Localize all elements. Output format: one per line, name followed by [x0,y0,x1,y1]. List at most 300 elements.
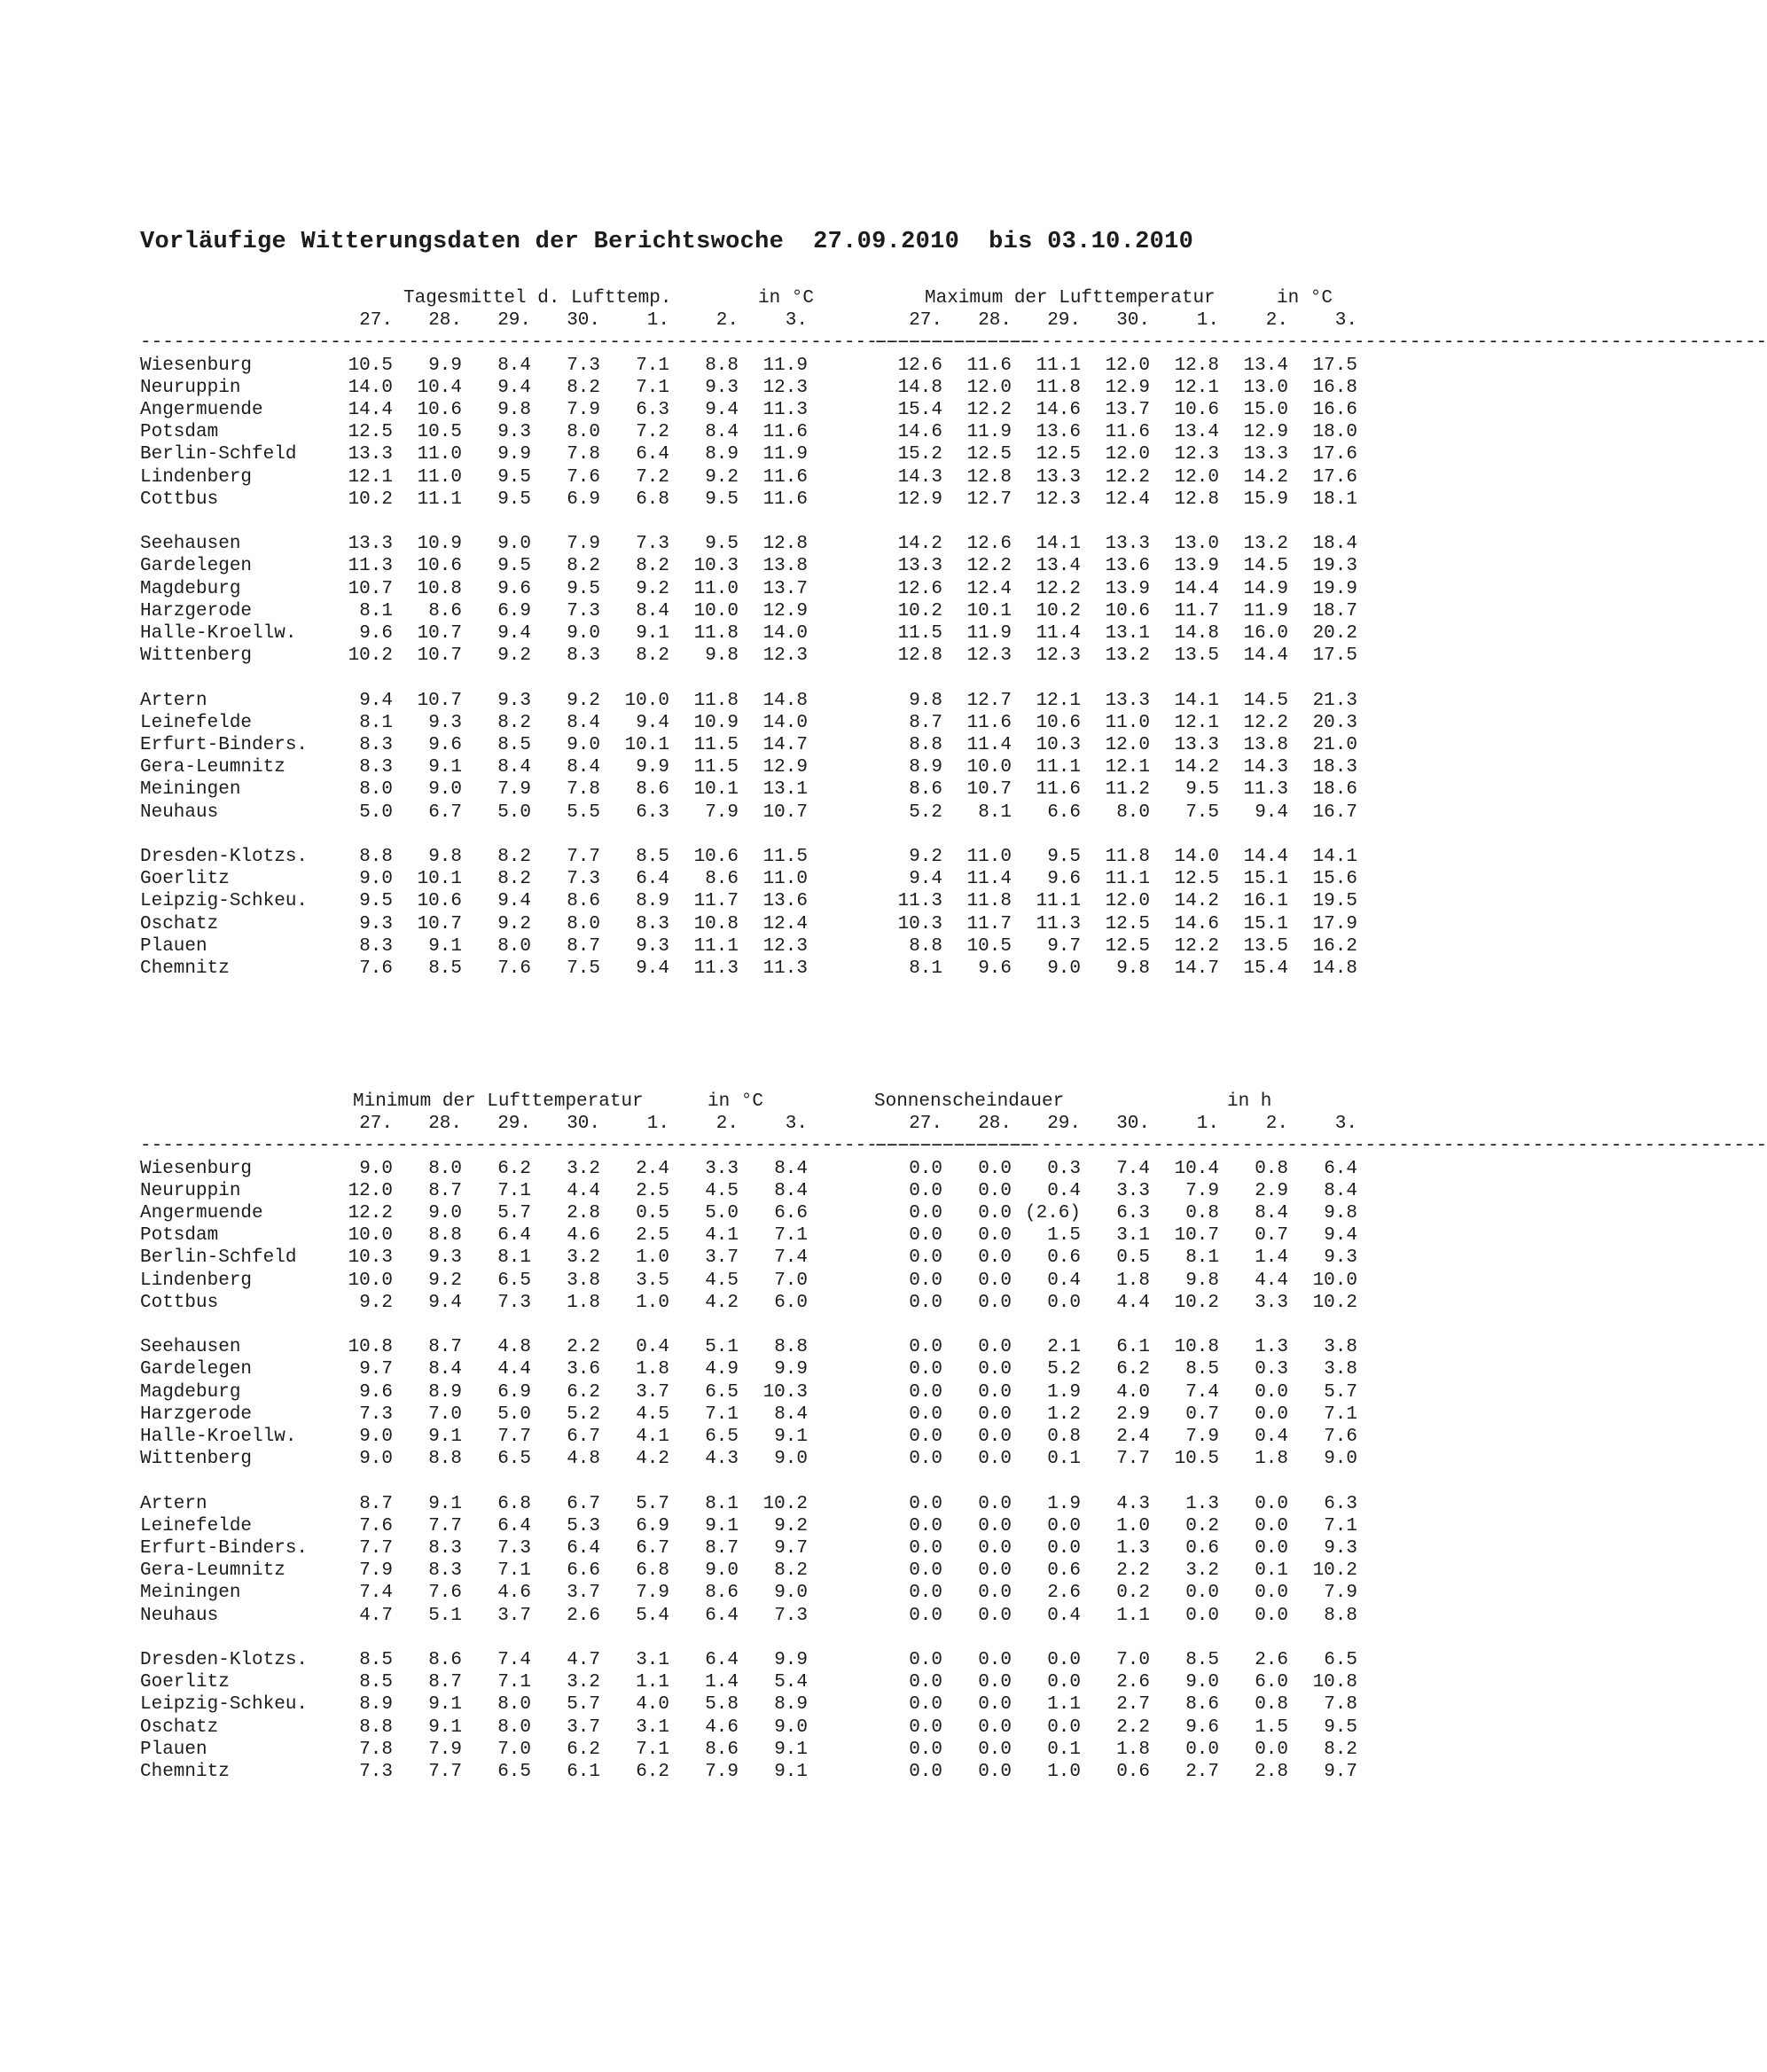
sun-value: 6.4 [1324,1158,1357,1179]
max-value: 14.3 [897,466,942,488]
mean-value: 9.4 [497,891,531,912]
max-value: 14.2 [1243,466,1288,488]
max-value: 19.9 [1312,578,1357,599]
max-value: 12.6 [897,578,942,599]
sun-value: 7.1 [1324,1515,1357,1536]
min-value: 4.6 [497,1583,531,1604]
min-value: 5.8 [705,1694,739,1716]
min-value: 8.7 [428,1337,462,1358]
mean-value: 10.1 [417,869,462,890]
max-value: 13.6 [1105,556,1150,577]
sun-value: 7.8 [1324,1694,1357,1716]
sun-unit: in h [1227,1091,1272,1112]
mean-value: 5.0 [359,801,393,823]
sun-value: 0.6 [1047,1247,1081,1269]
min-value: 5.7 [636,1493,669,1514]
min-value: 8.9 [774,1694,808,1716]
min-value: 6.4 [497,1225,531,1247]
sun-value: 0.0 [978,1538,1012,1559]
mean-value: 9.3 [705,377,739,398]
min-value: 4.2 [636,1449,669,1470]
mean-value: 7.8 [567,779,600,801]
sun-value: 1.3 [1255,1337,1288,1358]
sun-value: 3.8 [1324,1337,1357,1358]
min-value: 8.3 [428,1560,462,1582]
sun-value: 0.0 [909,1203,942,1224]
mean-value: 9.6 [359,623,393,644]
min-value: 8.5 [359,1650,393,1670]
min-value: 1.1 [636,1672,669,1693]
sun-value: 0.0 [909,1650,942,1670]
mean-value: 10.6 [417,891,462,912]
mean-value: 8.4 [497,757,531,778]
max-value: 11.1 [1105,869,1150,890]
min-value: 9.2 [428,1270,462,1291]
max-value: 10.7 [966,779,1012,801]
station-name: Chemnitz [140,958,230,979]
min-value: 6.9 [497,1381,531,1403]
mean-value: 12.8 [762,534,808,555]
station-name: Goerlitz [140,1672,230,1693]
min-value: 8.9 [428,1381,462,1403]
min-value: 6.2 [567,1739,600,1760]
min-value: 3.7 [567,1716,600,1738]
max-value: 11.3 [1036,913,1081,934]
mean-value: 8.8 [705,355,739,376]
station-name: Oschatz [140,913,219,934]
sun-value: 4.0 [1116,1381,1150,1403]
min-value: 7.3 [359,1403,393,1425]
min-value: 4.6 [567,1225,600,1247]
max-value: 12.4 [966,578,1012,599]
sun-value: 0.0 [978,1337,1012,1358]
sun-value: 0.0 [909,1739,942,1760]
max-value: 11.4 [966,869,1012,890]
mean-value: 10.7 [417,645,462,667]
mean-value: 9.4 [636,712,669,733]
mean-value: 11.0 [417,444,462,465]
mean-value: 11.8 [693,623,739,644]
sun-value: 0.0 [1047,1538,1081,1559]
max-value: 11.6 [966,712,1012,733]
sun-value: 9.8 [1185,1270,1219,1291]
max-value: 18.4 [1312,534,1357,555]
min-value: 5.7 [497,1203,531,1224]
min-value: 4.5 [705,1270,739,1291]
mean-value: 10.8 [693,913,739,934]
sun-value: 6.3 [1324,1493,1357,1514]
sun-value: 8.4 [1324,1180,1357,1201]
sun-value: 0.0 [909,1158,942,1179]
station-name: Neuhaus [140,801,219,823]
max-value: 12.0 [1105,891,1150,912]
min-value: 6.2 [636,1762,669,1782]
mean-value: 8.5 [497,735,531,755]
sun-value: 0.0 [978,1247,1012,1269]
day-header: 28. [428,1114,462,1135]
max-value: 11.6 [1036,779,1081,801]
min-value: 6.4 [497,1515,531,1536]
min-value: 5.4 [636,1605,669,1626]
mean-value: 7.3 [567,600,600,622]
min-value: 7.1 [636,1739,669,1760]
min-value: 7.4 [774,1247,808,1269]
station-name: Goerlitz [140,869,230,890]
sun-value: 0.8 [1255,1694,1288,1716]
sun-value: 2.9 [1116,1403,1150,1425]
min-value: 6.4 [705,1605,739,1626]
max-value: 16.0 [1243,623,1288,644]
sun-value: 0.0 [909,1762,942,1782]
max-value: 18.0 [1312,422,1357,443]
min-value: 6.7 [636,1538,669,1559]
sun-value: 0.0 [978,1650,1012,1670]
min-value: 2.8 [567,1203,600,1224]
sun-value: 0.0 [978,1583,1012,1604]
max-value: 11.8 [1105,847,1150,867]
min-value: 9.1 [705,1515,739,1536]
max-value: 13.7 [1105,400,1150,420]
sun-value: 0.0 [909,1180,942,1201]
sun-value: 0.0 [978,1403,1012,1425]
mean-value: 7.9 [497,779,531,801]
max-value: 12.0 [966,377,1012,398]
min-value: 6.1 [567,1762,600,1782]
sun-value: 0.4 [1047,1270,1081,1291]
mean-value: 6.8 [636,489,669,510]
min-value: 2.6 [567,1605,600,1626]
day-header: 28. [978,1114,1012,1135]
min-value: 6.9 [636,1515,669,1536]
mean-value: 9.0 [497,534,531,555]
max-value: 11.2 [1105,779,1150,801]
day-header: 29. [1047,310,1081,332]
mean-value: 10.7 [348,578,393,599]
mean-value: 9.2 [497,913,531,934]
min-value: 6.5 [497,1270,531,1291]
min-value: 8.1 [705,1493,739,1514]
min-value: 5.1 [705,1337,739,1358]
max-value: 10.5 [966,935,1012,957]
min-value: 6.5 [705,1381,739,1403]
mean-value: 6.3 [636,400,669,420]
sun-value: 8.4 [1255,1203,1288,1224]
sun-value: 0.0 [909,1247,942,1269]
station-name: Berlin-Schfeld [140,1247,297,1269]
max-value: 14.6 [897,422,942,443]
min-value: 8.7 [359,1493,393,1514]
max-value: 16.6 [1312,400,1357,420]
min-value: 2.5 [636,1180,669,1201]
sun-value: 6.0 [1255,1672,1288,1693]
min-value: 7.7 [359,1538,393,1559]
sun-value: 9.4 [1324,1225,1357,1247]
min-value: 6.5 [497,1762,531,1782]
sun-value: 0.0 [909,1538,942,1559]
min-value: 7.8 [359,1739,393,1760]
sun-value: 0.0 [978,1180,1012,1201]
mean-value: 9.1 [428,935,462,957]
mean-value: 13.7 [762,578,808,599]
mean-value: 9.4 [497,377,531,398]
mean-value: 8.3 [636,913,669,934]
day-header: 1. [646,310,669,332]
sun-value: 2.7 [1185,1762,1219,1782]
mean-value: 8.3 [567,645,600,667]
mean-value: 7.6 [359,958,393,979]
station-name: Plauen [140,1739,207,1760]
max-value: 11.6 [966,355,1012,376]
sun-value: 0.0 [1047,1650,1081,1670]
mean-value: 9.0 [567,735,600,755]
max-value: 16.2 [1312,935,1357,957]
sun-value: 0.7 [1255,1225,1288,1247]
sun-value: 0.8 [1255,1158,1288,1179]
max-value: 13.4 [1036,556,1081,577]
max-separator: -------------------------------------------------------------------------------- [873,332,1767,354]
sun-value: 10.5 [1174,1449,1219,1470]
mean-value: 7.3 [567,869,600,890]
mean-value: 8.7 [567,935,600,957]
min-value: 9.4 [428,1292,462,1313]
min-value: 6.8 [636,1560,669,1582]
max-value: 14.9 [1243,578,1288,599]
max-value: 10.3 [1036,735,1081,755]
station-name: Leinefelde [140,712,253,733]
mean-value: 10.7 [417,913,462,934]
sun-value: 2.2 [1116,1716,1150,1738]
max-value: 12.5 [1105,913,1150,934]
sun-value: 9.3 [1324,1247,1357,1269]
min-value: 5.4 [774,1672,808,1693]
max-value: 14.3 [1243,757,1288,778]
max-unit: in °C [1277,288,1333,309]
min-value: 7.7 [497,1427,531,1447]
max-value: 13.9 [1105,578,1150,599]
mean-value: 9.4 [497,623,531,644]
max-value: 10.0 [966,757,1012,778]
max-value: 13.3 [1174,735,1219,755]
min-value: 4.4 [497,1359,531,1380]
min-value: 8.1 [497,1247,531,1269]
min-value: 3.6 [567,1359,600,1380]
min-value: 4.6 [705,1716,739,1738]
min-value: 6.7 [567,1493,600,1514]
sun-value: 0.0 [909,1694,942,1716]
max-value: 14.2 [897,534,942,555]
max-value: 10.2 [1036,600,1081,622]
min-value: 6.6 [774,1203,808,1224]
min-value: 7.1 [705,1403,739,1425]
sun-value: 1.9 [1047,1493,1081,1514]
min-value: 9.0 [428,1203,462,1224]
mean-value: 9.1 [636,623,669,644]
day-header: 3. [785,310,808,332]
sun-heading: Sonnenscheindauer [874,1091,1065,1112]
max-value: 13.1 [1105,623,1150,644]
sun-value: 0.0 [1185,1605,1219,1626]
max-value: 12.0 [1174,466,1219,488]
sun-value: 9.8 [1324,1203,1357,1224]
min-value: 1.4 [705,1672,739,1693]
sun-value: 0.0 [1255,1538,1288,1559]
mean-value: 8.6 [428,600,462,622]
station-name: Leinefelde [140,1515,253,1536]
sun-value: 9.6 [1185,1716,1219,1738]
mean-value: 9.0 [359,869,393,890]
min-value: 9.0 [359,1158,393,1179]
sun-value: 0.0 [909,1515,942,1536]
min-value: 9.1 [428,1427,462,1447]
min-value: 12.2 [348,1203,393,1224]
sun-value: 0.0 [978,1560,1012,1582]
sun-value: 0.0 [978,1158,1012,1179]
mean-value: 11.6 [762,489,808,510]
min-value: 10.0 [348,1270,393,1291]
max-value: 15.2 [897,444,942,465]
mean-value: 9.2 [636,578,669,599]
sun-value: 0.0 [978,1739,1012,1760]
max-value: 11.7 [966,913,1012,934]
max-value: 17.9 [1312,913,1357,934]
min-value: 9.3 [428,1247,462,1269]
sun-value: 0.0 [978,1381,1012,1403]
sun-value: 9.0 [1185,1672,1219,1693]
min-value: 7.3 [497,1538,531,1559]
max-value: 12.2 [1174,935,1219,957]
max-value: 12.3 [966,645,1012,667]
day-header: 27. [909,310,942,332]
max-value: 19.5 [1312,891,1357,912]
mean-value: 7.8 [567,444,600,465]
sun-value: 0.0 [909,1270,942,1291]
max-value: 8.7 [909,712,942,733]
mean-value: 11.7 [693,891,739,912]
sun-value: 2.6 [1255,1650,1288,1670]
day-header: 1. [1196,1114,1219,1135]
sun-value: 0.0 [1047,1716,1081,1738]
station-name: Erfurt-Binders. [140,1538,309,1559]
min-value: 9.7 [359,1359,393,1380]
sun-value: 7.4 [1116,1158,1150,1179]
mean-value: 12.9 [762,757,808,778]
mean-value: 8.4 [567,757,600,778]
max-value: 12.5 [966,444,1012,465]
max-value: 17.5 [1312,645,1357,667]
mean-separator: -------------------------------------------------------------------------------- [140,332,1035,354]
station-name: Gera-Leumnitz [140,757,285,778]
max-value: 14.2 [1174,891,1219,912]
min-value: 1.8 [636,1359,669,1380]
mean-value: 10.3 [693,556,739,577]
station-name: Neuruppin [140,377,241,398]
min-value: 7.0 [497,1739,531,1760]
day-header: 27. [359,310,393,332]
min-value: 9.0 [774,1449,808,1470]
min-value: 2.5 [636,1225,669,1247]
mean-value: 10.6 [417,556,462,577]
station-name: Gardelegen [140,1359,253,1380]
mean-value: 13.1 [762,779,808,801]
sun-value: 1.1 [1116,1605,1150,1626]
mean-value: 10.7 [762,801,808,823]
mean-value: 7.3 [567,355,600,376]
sun-value: 7.9 [1185,1180,1219,1201]
min-value: 6.2 [497,1158,531,1179]
mean-value: 13.6 [762,891,808,912]
min-value: 4.8 [497,1337,531,1358]
max-value: 12.0 [1105,444,1150,465]
day-header: 30. [1116,1114,1150,1135]
max-value: 12.9 [1105,377,1150,398]
max-value: 8.8 [909,735,942,755]
sun-value: 2.6 [1116,1672,1150,1693]
sun-value: 1.8 [1116,1739,1150,1760]
mean-value: 9.5 [497,556,531,577]
max-value: 9.5 [1185,779,1219,801]
max-value: 8.1 [978,801,1012,823]
max-value: 12.7 [966,489,1012,510]
max-value: 6.6 [1047,801,1081,823]
max-value: 12.4 [1105,489,1150,510]
sun-value: 10.0 [1312,1270,1357,1291]
mean-value: 11.8 [693,690,739,711]
sun-value: 1.4 [1255,1247,1288,1269]
sun-value: 0.4 [1047,1605,1081,1626]
max-value: 11.5 [897,623,942,644]
sun-value: 0.0 [1047,1672,1081,1693]
sun-value: 0.0 [1255,1493,1288,1514]
min-value: 7.1 [774,1225,808,1247]
min-value: 7.9 [359,1560,393,1582]
max-value: 18.3 [1312,757,1357,778]
page-title: Vorläufige Witterungsdaten der Berichtswoche 27.09.2010 bis 03.10.2010 [140,229,1194,255]
min-value: 9.0 [359,1427,393,1447]
station-name: Plauen [140,935,207,957]
min-value: 5.0 [705,1203,739,1224]
min-value: 9.6 [359,1381,393,1403]
mean-value: 9.3 [359,913,393,934]
mean-value: 9.8 [428,847,462,867]
min-value: 7.6 [359,1515,393,1536]
min-value: 7.9 [428,1739,462,1760]
sun-value: 7.9 [1324,1583,1357,1604]
sun-value: 1.1 [1047,1694,1081,1716]
station-name: Seehausen [140,1337,241,1358]
day-header: 2. [715,310,739,332]
max-value: 16.7 [1312,801,1357,823]
min-value: 7.3 [497,1292,531,1313]
sun-value: 3.3 [1255,1292,1288,1313]
station-name: Angermuende [140,1203,263,1224]
max-value: 15.9 [1243,489,1288,510]
mean-value: 8.2 [497,712,531,733]
sun-value: 3.1 [1116,1225,1150,1247]
min-value: 9.1 [428,1716,462,1738]
day-header: 3. [1334,1114,1357,1135]
mean-value: 12.9 [762,600,808,622]
sun-value: 1.5 [1047,1225,1081,1247]
mean-value: 6.3 [636,801,669,823]
day-header: 3. [785,1114,808,1135]
max-value: 13.8 [1243,735,1288,755]
min-value: 7.0 [428,1403,462,1425]
max-value: 13.0 [1174,534,1219,555]
max-value: 14.1 [1312,847,1357,867]
sun-value: 0.6 [1116,1762,1150,1782]
max-value: 9.4 [1255,801,1288,823]
mean-value: 7.7 [567,847,600,867]
